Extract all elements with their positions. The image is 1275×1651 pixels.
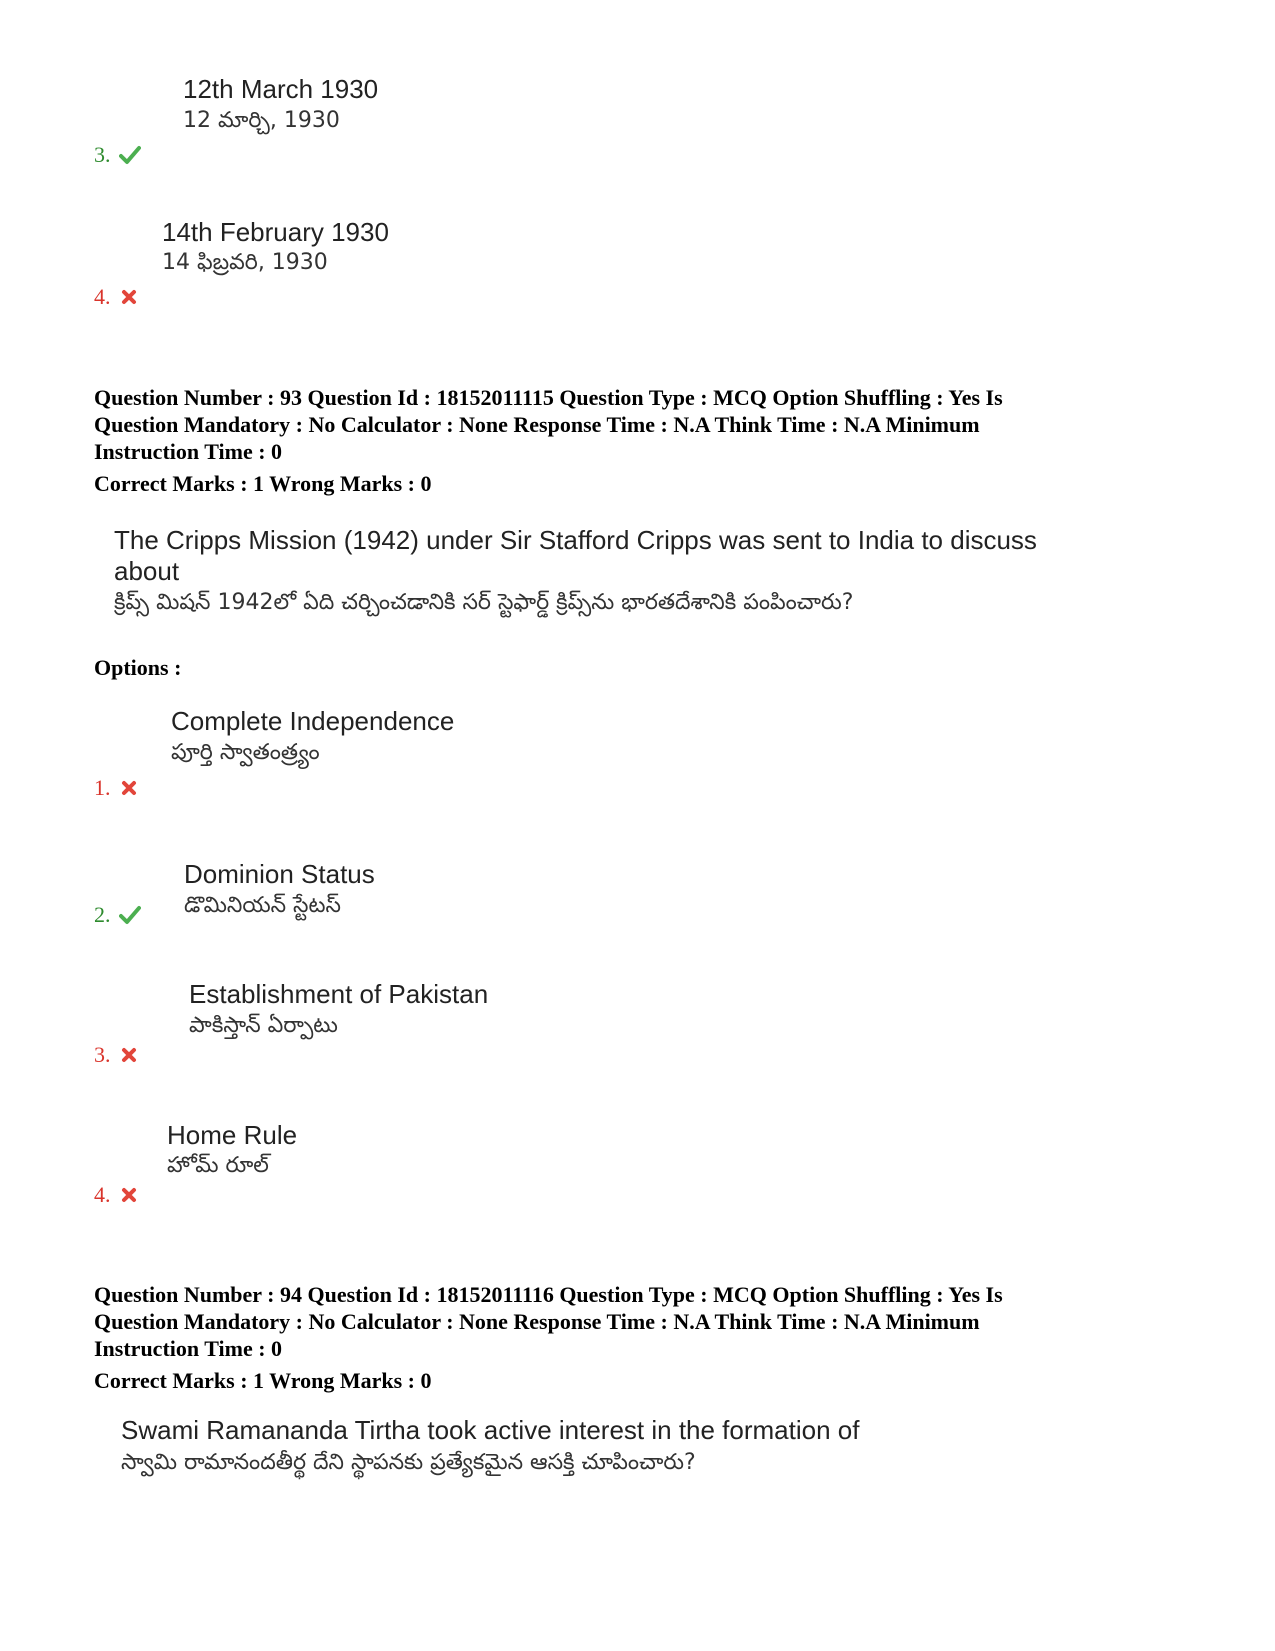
cross-icon — [119, 1185, 141, 1205]
meta-line: Instruction Time : 0 — [94, 439, 283, 464]
q93-option-2-telugu: డొమినియన్ స్టేటస్ — [184, 893, 341, 918]
question-94-marks: Correct Marks : 1 Wrong Marks : 0 — [94, 1368, 432, 1393]
meta-line: Question Number : 94 Question Id : 18152011116 Question Type : MCQ Option Shuffling : Yes Is — [94, 1282, 1003, 1307]
cross-icon — [119, 287, 141, 307]
option-number: 4. — [94, 284, 111, 309]
q93-option-2-english: Dominion Status — [184, 859, 375, 889]
prev-option-3-telugu: 12 మార్చి, 1930 — [183, 108, 340, 133]
option-number: 2. — [94, 902, 111, 927]
option-number: 3. — [94, 142, 111, 167]
q93-option-3-marker — [94, 1042, 141, 1068]
check-icon — [119, 145, 141, 165]
question-93-text-telugu: క్రిప్స్ మిషన్ 1942లో ఏది చర్చించడానికి సర్ స్టెఫార్డ్ క్రిప్స్‌ను భారతదేశానికి పంపించారు? — [114, 590, 854, 615]
question-94-text-telugu: స్వామి రామానందతీర్థ దేని స్థాపనకు ప్రత్యేకమైన ఆసక్తి చూపించారు? — [121, 1450, 696, 1475]
q93-option-4-telugu: హోమ్ రూల్ — [167, 1153, 269, 1178]
question-93-text-english: The Cripps Mission (1942) under Sir Stafford Cripps was sent to India to discuss about — [114, 525, 1037, 586]
question-94-text-english: Swami Ramananda Tirtha took active interest in the formation of — [121, 1415, 860, 1445]
options-label: Options : — [94, 655, 182, 680]
prev-option-4-telugu: 14 ఫిబ్రవరి, 1930 — [162, 250, 328, 275]
option-number: 1. — [94, 775, 111, 800]
question-93-marks: Correct Marks : 1 Wrong Marks : 0 — [94, 471, 432, 496]
cross-icon — [119, 778, 141, 798]
q93-option-2-marker — [94, 902, 141, 928]
prev-option-3-marker — [94, 142, 141, 168]
question-94-meta — [94, 1281, 1204, 1362]
q93-option-1-telugu: పూర్తి స్వాతంత్ర్యం — [171, 740, 320, 765]
meta-line: Question Mandatory : No Calculator : None Response Time : N.A Think Time : N.A Minimum — [94, 1309, 980, 1334]
question-93-meta — [94, 384, 1204, 465]
q93-option-3-telugu: పాకిస్తాన్ ఏర్పాటు — [189, 1013, 338, 1038]
meta-line: Question Number : 93 Question Id : 18152011115 Question Type : MCQ Option Shuffling : Yes Is — [94, 385, 1003, 410]
check-icon — [119, 905, 141, 925]
q93-option-1-english: Complete Independence — [171, 706, 455, 736]
cross-icon — [119, 1045, 141, 1065]
option-number: 4. — [94, 1182, 111, 1207]
q93-option-4-english: Home Rule — [167, 1120, 298, 1150]
q93-option-1-marker — [94, 775, 141, 801]
option-number: 3. — [94, 1042, 111, 1067]
prev-option-3-english: 12th March 1930 — [183, 74, 379, 104]
prev-option-4-marker — [94, 284, 141, 310]
q93-option-3-english: Establishment of Pakistan — [189, 979, 489, 1009]
meta-line: Question Mandatory : No Calculator : None Response Time : N.A Think Time : N.A Minimum — [94, 412, 980, 437]
meta-line: Instruction Time : 0 — [94, 1336, 283, 1361]
prev-option-4-english: 14th February 1930 — [162, 217, 389, 247]
q93-option-4-marker — [94, 1182, 141, 1208]
